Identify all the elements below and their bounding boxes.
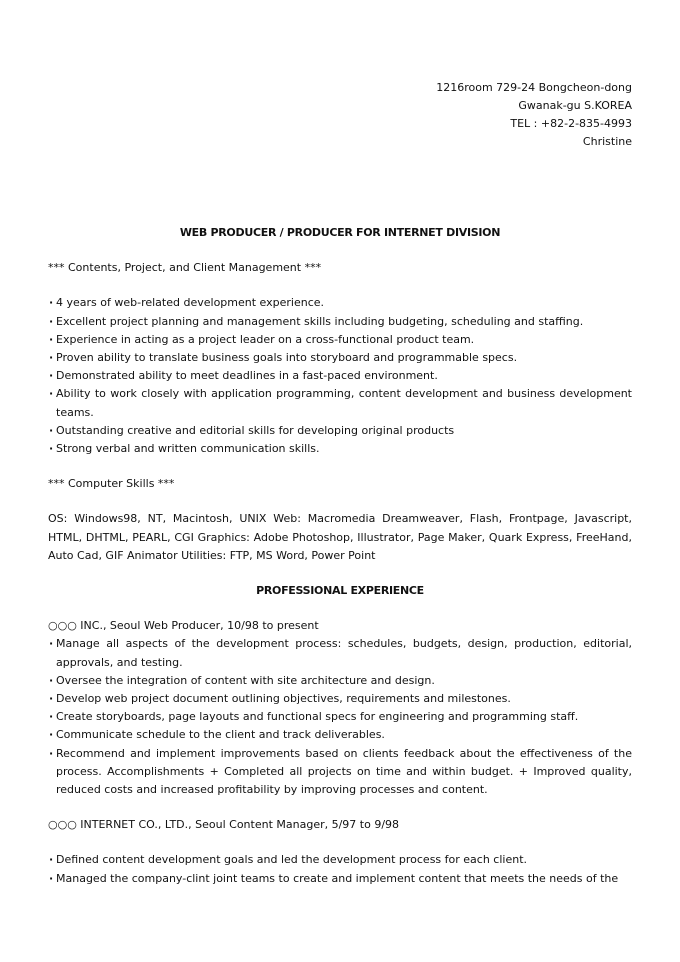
contents-skill-list	[48, 294, 632, 458]
list-item: · Manage all aspects of the development process: schedules, budgets, design, production, editorial, approvals, and testing.	[48, 635, 632, 671]
computer-skills-heading: *** Computer Skills ***	[48, 477, 175, 491]
list-item: · Create storyboards, page layouts and functional specs for engineering and programming staff.	[48, 708, 632, 726]
job-heading: ○○○ INTERNET CO., LTD., Seoul Content Manager, 5/97 to 9/98	[48, 818, 400, 832]
address-street: 1216room 729-24 Bongcheon-dong	[436, 81, 632, 94]
list-item: · Strong verbal and written communication skills.	[48, 440, 632, 458]
list-item: · Proven ability to translate business goals into storyboard and programmable specs.	[48, 349, 632, 367]
resume-body	[48, 224, 632, 888]
list-item: · Defined content development goals and led the development process for each client.	[48, 851, 632, 869]
contents-section-heading: *** Contents, Project, and Client Management ***	[48, 261, 322, 275]
job2-duty-list	[48, 851, 632, 887]
address-phone: TEL : +82-2-835-4993	[510, 117, 632, 130]
resume-title: WEB PRODUCER / PRODUCER FOR INTERNET DIVISION	[179, 226, 501, 239]
list-item: · Oversee the integration of content with site architecture and design.	[48, 672, 632, 690]
list-item: · Excellent project planning and management skills including budgeting, scheduling and staffing.	[48, 313, 632, 331]
list-item: · Experience in acting as a project leader on a cross-functional product team.	[48, 331, 632, 349]
list-item: · Recommend and implement improvements based on clients feedback about the effectiveness of the process. Accomplishments + Completed all projects on time and within budget. + Improved quality, reduced costs and increased profitability by improving processes and content.	[48, 745, 632, 800]
list-item: · Communicate schedule to the client and track deliverables.	[48, 726, 632, 744]
job-heading: ○○○ INC., Seoul Web Producer, 10/98 to present	[48, 619, 319, 633]
list-item: · Demonstrated ability to meet deadlines in a fast-paced environment.	[48, 367, 632, 385]
address-city: Gwanak-gu S.KOREA	[518, 99, 632, 112]
list-item: · Outstanding creative and editorial skills for developing original products	[48, 422, 632, 440]
contact-address-block	[436, 79, 632, 151]
applicant-name: Christine	[582, 135, 632, 148]
list-item: · 4 years of web-related development experience.	[48, 294, 632, 312]
list-item: · Ability to work closely with application programming, content development and business development teams.	[48, 385, 632, 421]
experience-title: PROFESSIONAL EXPERIENCE	[256, 584, 424, 598]
list-item: · Managed the company-clint joint teams to create and implement content that meets the needs of the	[48, 870, 632, 888]
list-item: · Develop web project document outlining objectives, requirements and milestones.	[48, 690, 632, 708]
computer-skills-text: OS: Windows98, NT, Macintosh, UNIX Web: Macromedia Dreamweaver, Flash, Frontpage, Javascript, HTML, DHTML, PEARL, CGI Graphics: Adobe Photoshop, Illustrator, Page Maker, Quark Express, FreeHand, Auto Cad, GIF Animator Utilities: FTP, MS Word, Power Point	[48, 512, 632, 562]
job1-duty-list	[48, 635, 632, 799]
